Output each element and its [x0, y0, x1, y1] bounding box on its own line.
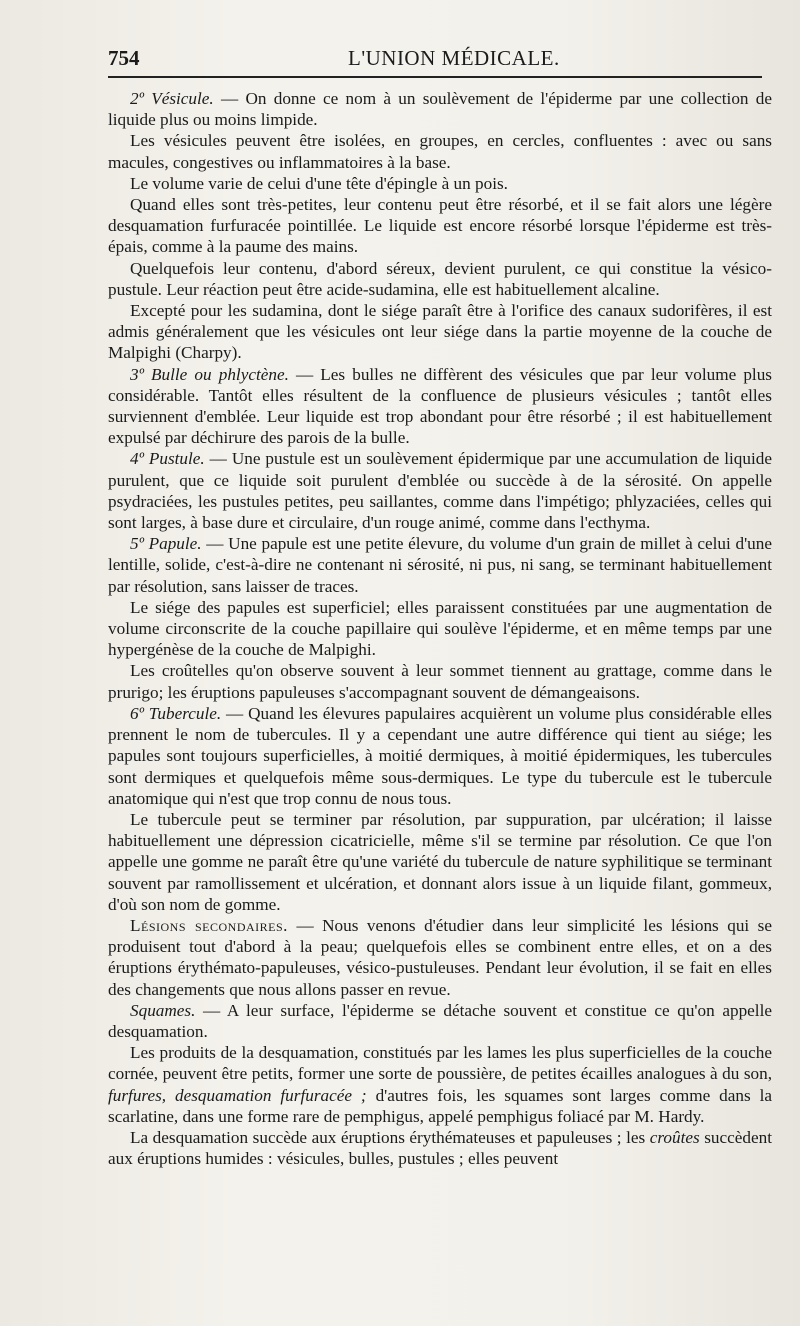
heading-vesicule: 2º Vésicule.	[130, 89, 214, 108]
running-title: L'UNION MÉDICALE.	[348, 46, 560, 70]
paragraph	[108, 173, 772, 194]
paragraph	[108, 130, 772, 172]
italic-term: croûtes	[649, 1127, 700, 1147]
paragraph-text: Le siége des papules est superficiel; elles paraissent constituées par une augmentation de volume circonscrite de la couche papillaire qui soulève l'épiderme, et en même temps par une hypergénèse de la couche de Malpighi.	[108, 597, 772, 660]
paragraph	[108, 703, 772, 809]
paragraph	[108, 1127, 772, 1169]
paragraph-text: Excepté pour les sudamina, dont le siége paraît être à l'orifice des canaux sudorifères, il est admis généralement que les vésicules ont leur siége dans la partie moyenne de la couche de Malpighi (Charpy).	[108, 301, 772, 363]
paragraph-text: — Quand les élevures papulaires acquièrent un volume plus considérable elles prennent le nom de tubercules. Il y a cependant une autre différence qui tient au siége; les papules sont toujours superficielles, à moitié dermiques, à moitié épidermiques, les tubercules sont dermiques et quelquefois même sous-dermiques. Le type du tubercule est le tubercule anatomique qui n'est que trop connu de nous tous.	[108, 703, 772, 808]
paragraph-text: — Nous venons d'étudier dans leur simplicité les lésions qui se produisent tout d'abord à la peau; quelquefois elles se combinent entre elles, et on a des éruptions érythémato-papuleuses, vésico-pustuleuses. Pendant leur évolution, il se fait en elles des changements que nous allons passer en revue.	[108, 915, 772, 999]
paragraph	[108, 88, 772, 130]
paragraph	[108, 533, 772, 597]
paragraph-text: — Les bulles ne diffèrent des vésicules que par leur volume plus considérable. Tantôt elles résultent de la confluence de plusieurs vésicules ; tantôt elles surviennent d'emblée. Leur liquide est trop abondant pour être résorbé ; il est habituellement expulsé par déchirure des parois de la bulle.	[108, 364, 772, 448]
paragraph	[108, 597, 772, 661]
heading-squames: Squames.	[130, 1000, 196, 1020]
paragraph-text: Quelquefois leur contenu, d'abord séreux, devient purulent, ce qui constitue la vésico-pustule. Leur réaction peut être acide-sudamina, elle est habituellement alcaline.	[108, 258, 772, 299]
heading-lesions-secondaires: Lésions secondaires.	[130, 915, 288, 935]
paragraph-text: — Une papule est une petite élevure, du volume d'un grain de millet à celui d'une lentille, solide, c'est-à-dire ne contenant ni sérosité, ni pus, ni sang, se terminant habituellement par résolution, sans laisser de traces.	[108, 534, 772, 596]
heading-bulle: 3º Bulle ou phlyctène.	[130, 364, 289, 384]
paragraph	[108, 660, 772, 702]
paragraph-text: d'autres fois, les squames sont larges comme dans la scarlatine, dans une forme rare de pemphigus, appelé pemphigus foliacé par M. Hardy.	[108, 1085, 772, 1126]
article-body	[108, 88, 772, 1169]
paragraph	[108, 258, 772, 300]
paragraph	[108, 915, 772, 1000]
paragraph-text: Les vésicules peuvent être isolées, en groupes, en cercles, confluentes : avec ou sans macules, congestives ou inflammatoires à la base.	[108, 131, 772, 172]
paragraph	[108, 300, 772, 364]
paragraph-text: Le volume varie de celui d'une tête d'épingle à un pois.	[130, 173, 508, 193]
paragraph	[108, 1042, 772, 1127]
heading-pustule: 4º Pustule.	[130, 449, 205, 469]
paragraph-text: Les produits de la desquamation, constitués par les lames les plus superficielles de la couche cornée, peuvent être petits, former une sorte de poussière, de petites écailles analogues à du son,	[108, 1043, 772, 1084]
page-number: 754	[108, 46, 140, 70]
paragraph	[108, 364, 772, 449]
paragraph-text: Quand elles sont très-petites, leur contenu peut être résorbé, et il se fait alors une légère desquamation furfuracée pointillée. Le liquide est encore résorbé lorsque l'épiderme est très-épais, comme à la paume des mains.	[108, 195, 772, 257]
paragraph-text: — Une pustule est un soulèvement épidermique par une accumulation de liquide purulent, que ce liquide soit purulent d'emblée ou succède à de la sérosité. On appelle psydraciées, les pustules petites, peu saillantes, comme dans l'impétigo; phlyzaciées, celles qui sont larges, à base dure et circulaire, d'un rouge animé, comme dans l'ecthyma.	[108, 449, 772, 533]
paragraph-text: — A leur surface, l'épiderme se détache souvent et constitue ce qu'on appelle desquamation.	[108, 1000, 772, 1041]
italic-term: furfures, desquamation furfuracée ;	[108, 1085, 367, 1105]
paragraph	[108, 448, 772, 533]
paragraph-text: Les croûtelles qu'on observe souvent à leur sommet tiennent au grattage, comme dans le prurigo; les éruptions papuleuses s'accompagnant souvent de démangeaisons.	[108, 661, 772, 702]
paragraph-text: — On donne ce nom à un soulèvement de l'épiderme par une collection de liquide plus ou moins limpide.	[108, 89, 773, 130]
paragraph	[108, 194, 772, 258]
paragraph-text: Le tubercule peut se terminer par résolution, par suppuration, par ulcération; il laisse habituellement une dépression cicatricielle, même s'il se termine par résolution. Ce que l'on appelle une gomme ne paraît être qu'une variété du tubercule de nature syphilitique se terminant souvent par ramollissement et ulcération, et donnant alors issue à un liquide filant, gommeux, d'où son nom de gomme.	[108, 809, 772, 914]
header-rule	[108, 76, 762, 78]
heading-tubercule: 6º Tubercule.	[130, 703, 222, 723]
paragraph-text: La desquamation succède aux éruptions érythémateuses et papuleuses ; les	[130, 1127, 650, 1147]
page-header	[108, 36, 770, 76]
paragraph	[108, 809, 772, 915]
paragraph	[108, 1000, 772, 1042]
heading-papule: 5º Papule.	[130, 534, 202, 554]
paragraph-text: succèdent aux éruptions humides : vésicules, bulles, pustules ; elles peuvent	[108, 1127, 772, 1169]
